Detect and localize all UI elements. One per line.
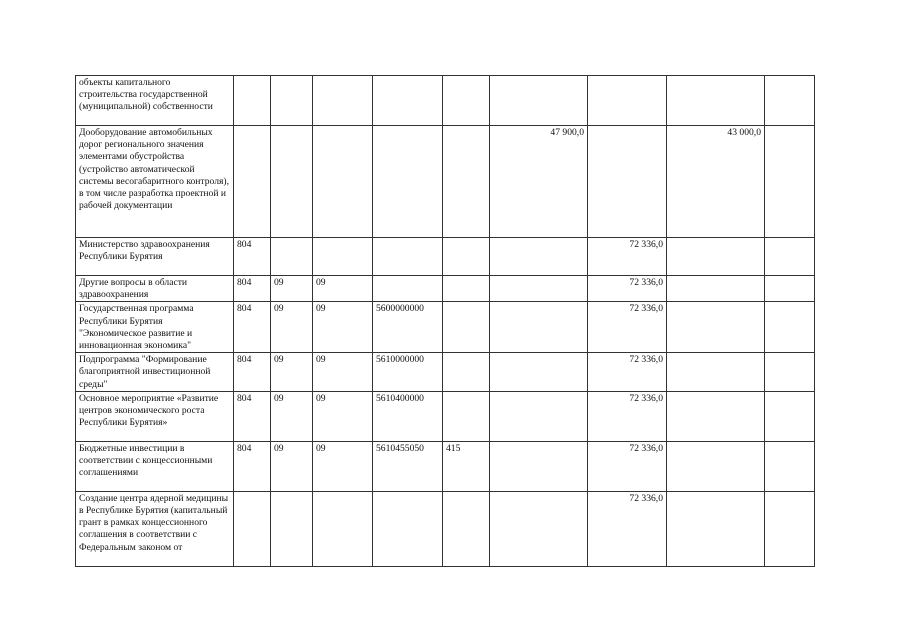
amount-col8 <box>667 76 765 126</box>
table-row <box>76 441 815 491</box>
table-row <box>76 353 815 392</box>
target-code <box>373 76 443 126</box>
amount-col9 <box>765 353 815 392</box>
section-code <box>271 76 313 126</box>
expense-type-code <box>443 491 490 566</box>
expense-type-code: 415 <box>443 441 490 491</box>
amount-col8 <box>667 238 765 276</box>
subsection-code: 09 <box>313 276 373 302</box>
subsection-code <box>313 238 373 276</box>
expense-type-code <box>443 302 490 353</box>
row-name: Министерство здравоохранения Республики Бурятия <box>76 238 234 276</box>
target-code <box>373 491 443 566</box>
subsection-code: 09 <box>313 391 373 441</box>
ministry-code: 804 <box>234 238 271 276</box>
amount-col6 <box>490 391 588 441</box>
subsection-code <box>313 76 373 126</box>
expense-type-code <box>443 238 490 276</box>
ministry-code: 804 <box>234 302 271 353</box>
amount-col6 <box>490 491 588 566</box>
section-code: 09 <box>271 276 313 302</box>
amount-col6 <box>490 302 588 353</box>
amount-col8 <box>667 302 765 353</box>
section-code <box>271 491 313 566</box>
row-name: Основное мероприятие «Развитие центров экономического роста Республики Бурятия» <box>76 391 234 441</box>
amount-col9 <box>765 126 815 238</box>
expense-type-code <box>443 391 490 441</box>
amount-col7: 72 336,0 <box>588 441 667 491</box>
target-code: 5600000000 <box>373 302 443 353</box>
subsection-code <box>313 491 373 566</box>
amount-col6 <box>490 276 588 302</box>
amount-col7: 72 336,0 <box>588 238 667 276</box>
expense-type-code <box>443 276 490 302</box>
amount-col9 <box>765 391 815 441</box>
target-code: 5610455050 <box>373 441 443 491</box>
table-row <box>76 238 815 276</box>
amount-col7: 72 336,0 <box>588 353 667 392</box>
amount-col7: 72 336,0 <box>588 276 667 302</box>
amount-col9 <box>765 491 815 566</box>
expense-type-code <box>443 76 490 126</box>
table-row <box>76 391 815 441</box>
subsection-code: 09 <box>313 302 373 353</box>
table-row <box>76 302 815 353</box>
amount-col9 <box>765 302 815 353</box>
amount-col8 <box>667 441 765 491</box>
expense-type-code <box>443 126 490 238</box>
amount-col7 <box>588 76 667 126</box>
section-code: 09 <box>271 353 313 392</box>
subsection-code: 09 <box>313 353 373 392</box>
ministry-code: 804 <box>234 353 271 392</box>
table-row <box>76 76 815 126</box>
amount-col9 <box>765 76 815 126</box>
amount-col9 <box>765 441 815 491</box>
table-row <box>76 276 815 302</box>
ministry-code: 804 <box>234 441 271 491</box>
row-name: Бюджетные инвестиции в соответствии с концессионными соглашениями <box>76 441 234 491</box>
amount-col7: 72 336,0 <box>588 302 667 353</box>
section-code <box>271 238 313 276</box>
target-code: 5610000000 <box>373 353 443 392</box>
amount-col6 <box>490 238 588 276</box>
amount-col9 <box>765 276 815 302</box>
amount-col6 <box>490 76 588 126</box>
amount-col7: 72 336,0 <box>588 391 667 441</box>
amount-col9 <box>765 238 815 276</box>
amount-col8 <box>667 491 765 566</box>
section-code: 09 <box>271 441 313 491</box>
row-name: объекты капитального строительства государственной (муниципальной) собственности <box>76 76 234 126</box>
amount-col8 <box>667 353 765 392</box>
row-name: Другие вопросы в области здравоохранения <box>76 276 234 302</box>
amount-col8: 43 000,0 <box>667 126 765 238</box>
expense-type-code <box>443 353 490 392</box>
amount-col7: 72 336,0 <box>588 491 667 566</box>
target-code <box>373 126 443 238</box>
amount-col8 <box>667 276 765 302</box>
ministry-code <box>234 126 271 238</box>
subsection-code: 09 <box>313 441 373 491</box>
row-name: Создание центра ядерной медицины в Республике Бурятия (капитальный грант в рамках концессионного соглашения в соответствии с Федеральным законом от <box>76 491 234 566</box>
section-code: 09 <box>271 302 313 353</box>
amount-col7 <box>588 126 667 238</box>
row-name: Подпрограмма "Формирование благоприятной инвестиционной среды" <box>76 353 234 392</box>
target-code: 5610400000 <box>373 391 443 441</box>
ministry-code: 804 <box>234 276 271 302</box>
ministry-code <box>234 76 271 126</box>
ministry-code: 804 <box>234 391 271 441</box>
ministry-code <box>234 491 271 566</box>
amount-col6: 47 900,0 <box>490 126 588 238</box>
target-code <box>373 238 443 276</box>
target-code <box>373 276 443 302</box>
amount-col6 <box>490 353 588 392</box>
section-code <box>271 126 313 238</box>
row-name: Дооборудование автомобильных дорог регионального значения элементами обустройства (устройство автоматической системы весогабаритного контроля), в том числе разработка проектной и рабочей документации <box>76 126 234 238</box>
budget-table <box>75 75 815 567</box>
amount-col6 <box>490 441 588 491</box>
table-body <box>76 76 815 567</box>
subsection-code <box>313 126 373 238</box>
amount-col8 <box>667 391 765 441</box>
table-row <box>76 126 815 238</box>
section-code: 09 <box>271 391 313 441</box>
row-name: Государственная программа Республики Бурятия "Экономическое развитие и инновационная экономика" <box>76 302 234 353</box>
table-row <box>76 491 815 566</box>
